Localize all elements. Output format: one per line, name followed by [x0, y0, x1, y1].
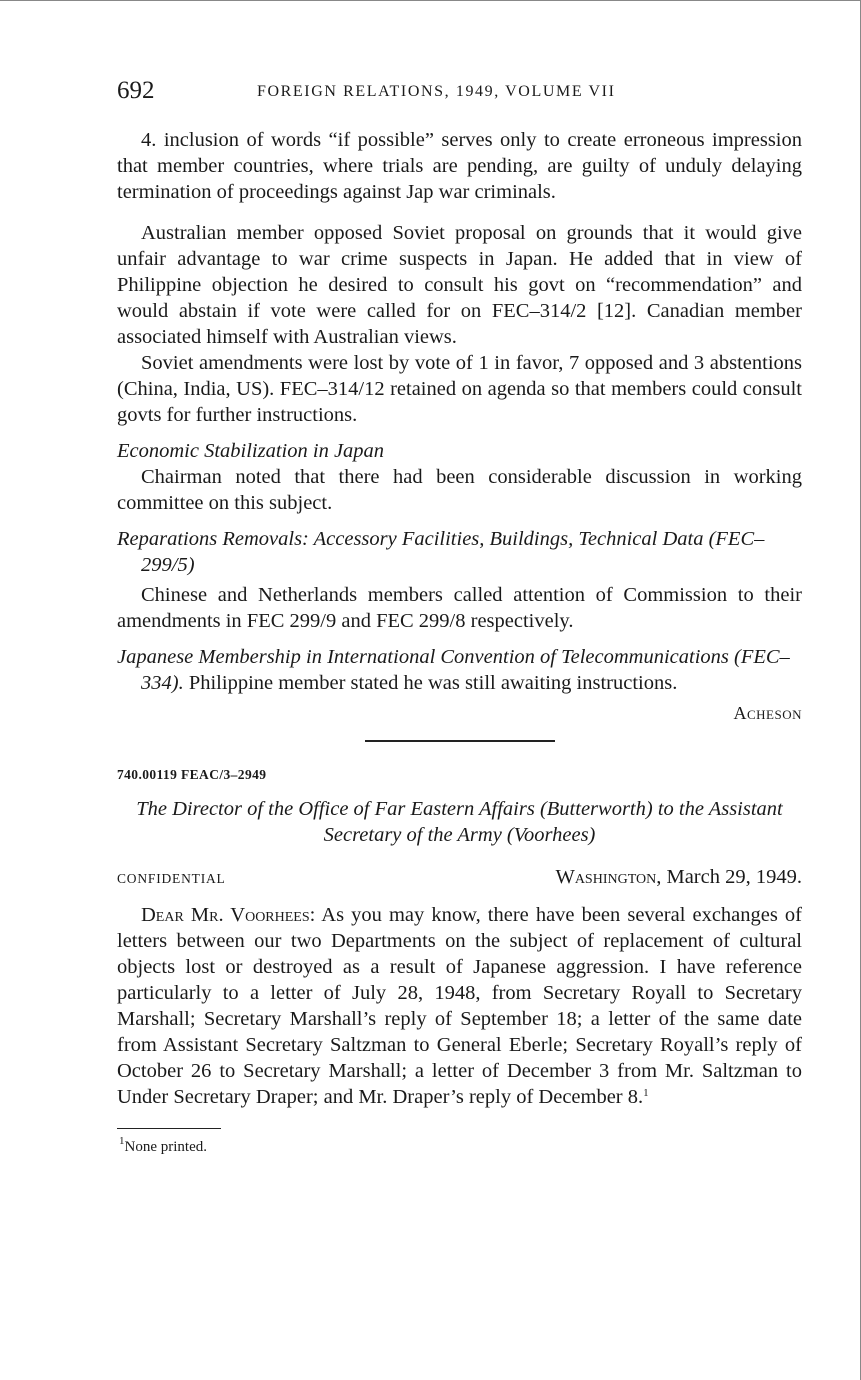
document-title: The Director of the Office of Far Eastern Affairs (Butterworth) to the Assistant Secretary of the Army (Voorhees) — [136, 798, 783, 846]
dateline-row — [117, 864, 802, 892]
footnote-text: None printed. — [124, 1139, 207, 1155]
paragraph-australian-member: Australian member opposed Soviet proposal on grounds that it would give unfair advantage to war crime suspects in Japan. He added that in view of Philippine objection he desired to consult his govt on “recommendation” and would abstain if vote were called for on FEC–314/2 [12]. Canadian member associated himself with Australian views. — [117, 222, 802, 348]
page-content — [117, 127, 802, 1157]
paragraph-soviet-amendments: Soviet amendments were lost by vote of 1 in favor, 7 opposed and 3 abstentions (China, India, US). FEC–314/12 retained on agenda so that members could consult govts for further instructions. — [117, 352, 802, 426]
dateline-place: Washington, — [555, 866, 662, 888]
paragraph-item-4: 4. inclusion of words “if possible” serves only to create erroneous impression that member countries, where trials are pending, are guilty of unduly delaying termination of proceedings against Jap war criminals. — [117, 129, 802, 203]
dateline-date: March 29, 1949. — [666, 866, 802, 888]
letter-body-text: As you may know, there have been several exchanges of letters between our two Departments on the subject of replacement of cultural objects lost or destroyed as a result of Japanese aggression. I have reference particularly to a letter of July 28, 1948, from Secretary Royall to Secretary Marshall; Secretary Marshall’s reply of September 18; a letter of the same date from Assistant Secretary Saltzman to General Eberle; Secretary Royall’s reply of October 26 to Secretary Marshall; a letter of December 3 from Mr. Saltzman to Under Secretary Draper; and Mr. Draper’s reply of December 8. — [117, 904, 803, 1108]
paragraph-chinese-netherlands: Chinese and Netherlands members called attention of Commission to their amendments in FEC 299/9 and FEC 299/8 respectively. — [117, 584, 802, 632]
section-heading-economic-stabilization: Economic Stabilization in Japan — [117, 440, 385, 462]
footnote — [117, 1137, 802, 1157]
running-head-title: FOREIGN RELATIONS, 1949, VOLUME VII — [257, 83, 616, 100]
letter-body — [117, 902, 802, 1110]
signature: Acheson — [733, 703, 802, 723]
section-japanese-membership — [117, 644, 802, 696]
paragraph-philippine-member: Philippine member stated he was still awaiting instructions. — [188, 672, 678, 694]
footnote-divider — [117, 1128, 221, 1129]
running-head — [117, 77, 802, 107]
footnote-reference[interactable]: 1 — [643, 1087, 649, 1099]
section-heading-japanese-membership: Japanese Membership in International Convention of Telecommunications (FEC–334). — [117, 646, 790, 694]
dateline — [555, 864, 802, 890]
section-divider — [365, 740, 555, 742]
classification-label: CONFIDENTIAL — [117, 871, 226, 886]
section-heading-reparations-removals: Reparations Removals: Accessory Facilities, Buildings, Technical Data (FEC–299/5) — [117, 528, 765, 576]
footnote-mark: 1 — [119, 1135, 125, 1147]
file-number: 740.00119 FEAC/3–2949 — [117, 767, 267, 782]
page-number: 692 — [117, 77, 155, 104]
salutation: Dear Mr. Voorhees: — [141, 904, 316, 926]
paragraph-chairman: Chairman noted that there had been considerable discussion in working committee on this subject. — [117, 466, 802, 514]
